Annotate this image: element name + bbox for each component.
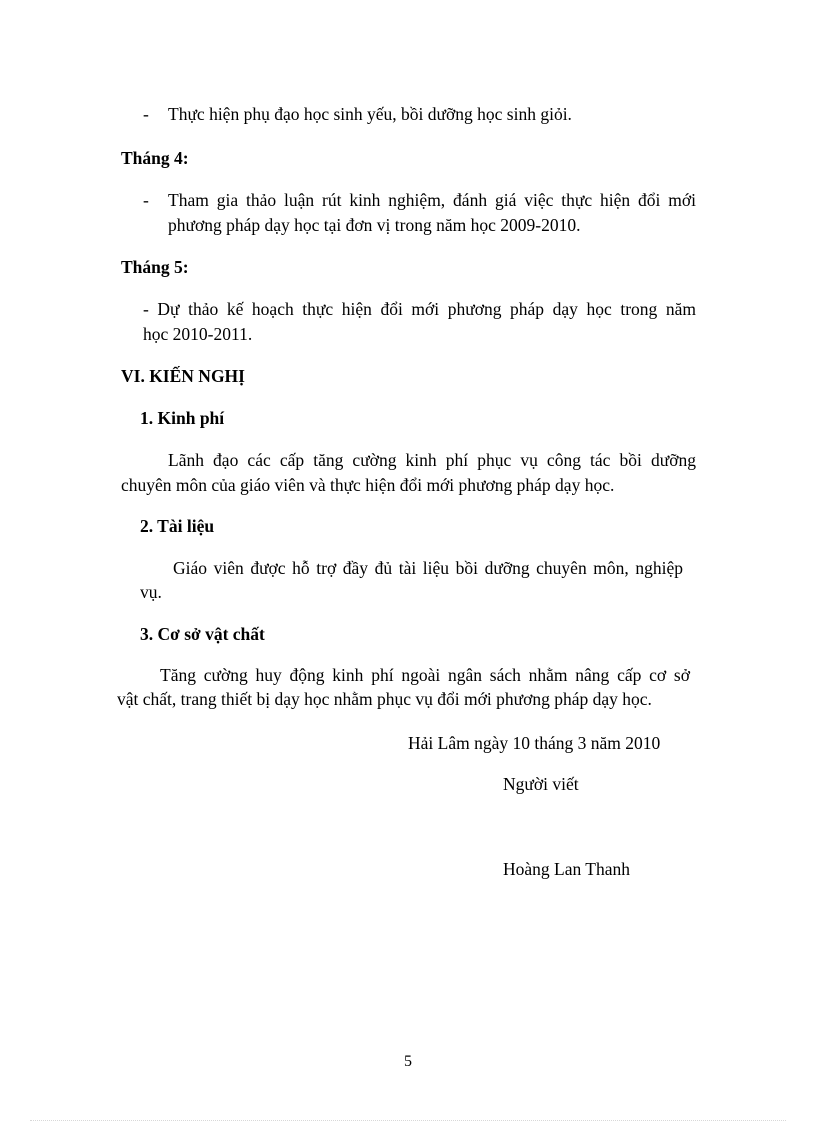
list-item-text: Thực hiện phụ đạo học sinh yếu, bồi dưỡng học sinh giỏi. [168, 104, 572, 124]
page-number: 5 [404, 1053, 412, 1070]
signature-place-date: Hải Lâm ngày 10 tháng 3 năm 2010 [408, 733, 661, 753]
month-5-line-2: học 2010-2011. [143, 324, 253, 344]
signature-name: Hoàng Lan Thanh [503, 859, 631, 879]
month-4-line-1: Tham gia thảo luận rút kinh nghiệm, đánh giá việc thực hiện đổi mới [168, 190, 696, 210]
list-bullet: - [143, 190, 149, 210]
materials-line-1: Giáo viên được hỗ trợ đầy đủ tài liệu bồi dưỡng chuyên môn, nghiệp [173, 558, 683, 578]
month-5-line-1: - Dự thảo kế hoạch thực hiện đổi mới phương pháp dạy học trong năm [143, 299, 696, 319]
month-4-heading: Tháng 4: [121, 148, 189, 168]
facilities-line-2: vật chất, trang thiết bị dạy học nhằm phục vụ đổi mới phương pháp dạy học. [117, 689, 652, 709]
materials-heading: 2. Tài liệu [140, 516, 215, 536]
facilities-heading: 3. Cơ sở vật chất [140, 624, 265, 644]
signature-role: Người viết [503, 774, 579, 794]
facilities-line-1: Tăng cường huy động kinh phí ngoài ngân sách nhằm nâng cấp cơ sở [160, 665, 690, 685]
funding-line-1: Lãnh đạo các cấp tăng cường kinh phí phục vụ công tác bồi dưỡng [168, 450, 696, 470]
month-4-line-2: phương pháp dạy học tại đơn vị trong năm học 2009-2010. [168, 215, 581, 235]
materials-line-2: vụ. [140, 582, 162, 602]
section-6-heading: VI. KIẾN NGHỊ [121, 366, 245, 386]
page-bottom-divider [30, 1120, 786, 1121]
list-bullet: - [143, 104, 149, 124]
funding-heading: 1. Kinh phí [140, 408, 225, 428]
funding-line-2: chuyên môn của giáo viên và thực hiện đổi mới phương pháp dạy học. [121, 475, 615, 495]
month-5-heading: Tháng 5: [121, 257, 189, 277]
